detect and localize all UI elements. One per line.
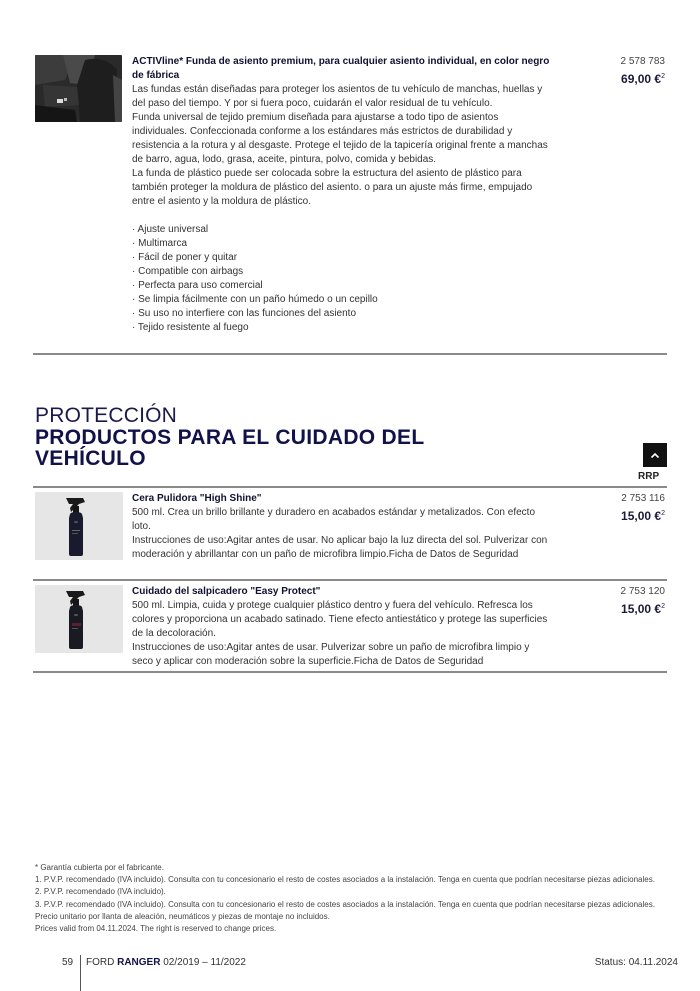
product-high-shine-wax xyxy=(35,492,667,576)
vehicle-model xyxy=(86,957,246,968)
footnote: Prices valid from 04.11.2024. The right is reserved to change prices. xyxy=(35,924,277,934)
page-number: 59 xyxy=(62,957,74,968)
price-column xyxy=(621,585,666,617)
product-info xyxy=(132,585,552,669)
divider xyxy=(33,486,667,488)
feature-item: · Se limpia fácilmente con un paño húmedo o un cepillo xyxy=(132,294,378,305)
feature-item: · Perfecta para uso comercial xyxy=(132,280,263,291)
rrp-label: RRP xyxy=(638,471,660,482)
product-instructions: Instrucciones de uso:Agitar antes de usar. No aplicar bajo la luz directa del sol. Pulverizar con moderación y abrillantar con un paño de microfibra limpio.Ficha de Datos de Seguridad xyxy=(132,535,548,560)
divider xyxy=(33,579,667,581)
part-number: 2 753 116 xyxy=(621,493,665,504)
divider xyxy=(33,353,667,355)
feature-list xyxy=(132,223,552,335)
brand-name: FORD xyxy=(86,957,118,968)
divider xyxy=(33,671,667,673)
scroll-up-button[interactable] xyxy=(643,443,667,467)
feature-item: · Compatible con airbags xyxy=(132,266,244,277)
part-number: 2 753 120 xyxy=(620,586,665,597)
page-footer xyxy=(35,955,678,991)
feature-item: · Multimarca xyxy=(132,238,188,249)
product-easy-protect xyxy=(35,585,667,673)
product-description: Funda universal de tejido premium diseñada para ajustarse a todo tipo de asientos individuales. Confeccionada conforme a los estándares más estrictos de durabilidad y resistencia a la rotura y al desgaste. Protege el tejido de la tapicería original frente a manchas de barro, agua, lodo, grasa, aceite, pintura, polvo, comida y bebidas. xyxy=(132,112,548,165)
feature-item: · Ajuste universal xyxy=(132,224,209,235)
product-info xyxy=(132,55,552,335)
footnote: * Garantía cubierta por el fabricante. xyxy=(35,863,164,872)
product-seat-cover xyxy=(35,55,667,345)
product-description: La funda de plástico puede ser colocada sobre la estructura del asiento de plástico para también proteger la moldura de plástico del asiento. o para un ajuste más firme, empujado entre el asiento y la moldura de plástico. xyxy=(132,168,533,207)
model-years: 02/2019 – 11/2022 xyxy=(160,957,246,968)
product-description: 500 ml. Crea un brillo brillante y duradero en acabados estándar y metalizados. Con efecto loto. xyxy=(132,507,536,532)
status-date: Status: 04.11.2024 xyxy=(594,957,678,968)
price xyxy=(621,69,666,87)
price-footnote-ref: 2 xyxy=(661,510,665,517)
product-image xyxy=(35,585,123,653)
product-title: Cuidado del salpicadero "Easy Protect" xyxy=(132,586,321,597)
section-title-line2: VEHÍCULO xyxy=(35,447,146,470)
product-instructions: Instrucciones de uso:Agitar antes de usar. Pulverizar sobre un paño de microfibra limpio y seco y aplicar con moderación sobre la superficie.Ficha de Datos de Seguridad xyxy=(132,642,530,667)
price-value: 15,00 € xyxy=(621,509,662,523)
footnote: 2. P.V.P. recomendado (IVA incluido). xyxy=(35,887,166,897)
section-title-line1: PRODUCTOS PARA EL CUIDADO DEL xyxy=(35,426,425,449)
footnote: 1. P.V.P. recomendado (IVA incluido). Consulta con tu concesionario el resto de costes asociados a la instalación. Tenga en cuenta que podrían necesitarse piezas adicionales. xyxy=(35,875,655,885)
product-image xyxy=(35,492,123,560)
product-title: ACTIVline* Funda de asiento premium, para cualquier asiento individual, en color negro de fábrica xyxy=(132,56,550,81)
price-footnote-ref: 2 xyxy=(661,603,665,610)
product-description: Las fundas están diseñadas para proteger los asientos de tu vehículo de manchas, huellas y del paso del tiempo. Y por si fuera poco, cuidarán el valor residual de tu vehículo. xyxy=(132,84,543,109)
product-title: Cera Pulidora "High Shine" xyxy=(132,493,262,504)
price-footnote-ref: 2 xyxy=(661,73,665,80)
footer-divider xyxy=(80,955,81,991)
product-info xyxy=(132,492,552,562)
footnotes xyxy=(35,862,675,935)
price-column xyxy=(621,55,666,87)
price-value: 15,00 € xyxy=(621,602,662,616)
price-column xyxy=(621,492,665,524)
price xyxy=(621,599,666,617)
part-number: 2 578 783 xyxy=(620,56,665,67)
footnote: 3. P.V.P. recomendado (IVA incluido). Consulta con tu concesionario el resto de costes asociados a la instalación. Tenga en cuenta que podrían necesitarse piezas adicionales. Precio unitario por llanta de aleación, neumáticos y piezas de montaje no incluidos. xyxy=(35,899,655,921)
feature-item: · Tejido resistente al fuego xyxy=(132,322,249,333)
section-header xyxy=(35,405,424,469)
chevron-up-icon xyxy=(650,452,660,459)
feature-item: · Su uso no interfiere con las funciones del asiento xyxy=(132,308,357,319)
feature-item: · Fácil de poner y quitar xyxy=(132,252,238,263)
section-category: PROTECCIÓN xyxy=(35,404,178,427)
model-name: RANGER xyxy=(117,957,161,968)
price xyxy=(621,506,665,524)
price-value: 69,00 € xyxy=(621,72,662,86)
seat-cover-image xyxy=(35,55,122,122)
product-description: 500 ml. Limpia, cuida y protege cualquier plástico dentro y fuera del vehículo. Refresca los colores y proporciona un acabado satinado. Tiene efecto antiestático y protege las superficies de la decoloración. xyxy=(132,600,548,639)
